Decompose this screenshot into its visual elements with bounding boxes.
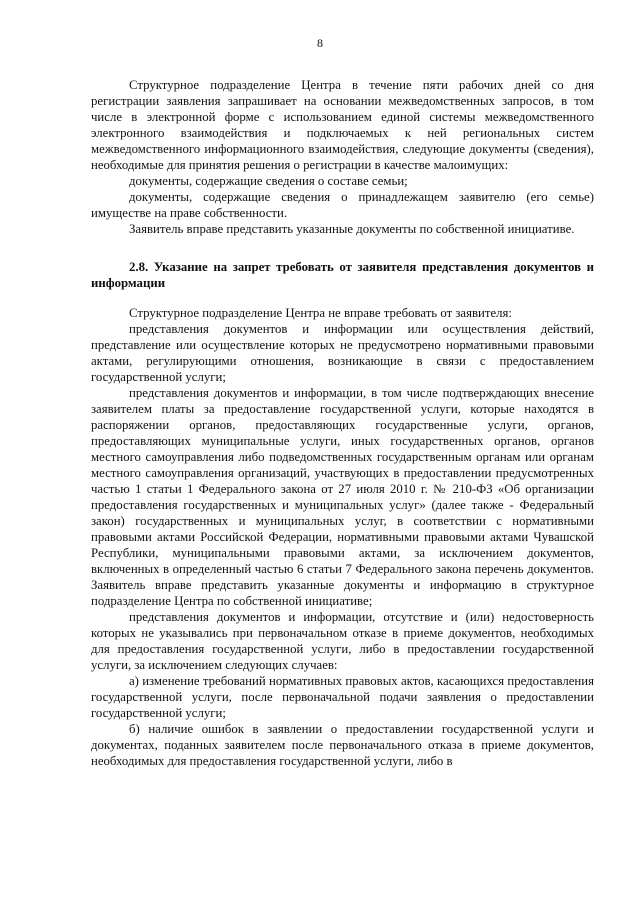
paragraph: представления документов и информации или осуществления действий, представление или осуществление которых не предусмотрено нормативными правовыми актами, регулирующими отношения, возникающие в связи с предоставлением государственной услуги; xyxy=(91,322,594,384)
paragraph: Структурное подразделение Центра не вправе требовать от заявителя: xyxy=(129,306,512,320)
paragraph: представления документов и информации, отсутствие и (или) недостоверность которых не указывались при первоначальном отказе в приеме документов, необходимых для предоставления государственной услуги, либо в предоставлении государственной услуги, за исключением следующих случаев: xyxy=(91,610,594,672)
paragraph: б) наличие ошибок в заявлении о предоставлении государственной услуги и документах, поданных заявителем после первоначального отказа в приеме документов, необходимых для предоставления государственной услуги, либо в xyxy=(91,722,594,768)
paragraph: Заявитель вправе представить указанные документы по собственной инициативе. xyxy=(129,222,575,236)
page-number: 8 xyxy=(317,36,323,50)
paragraph: документы, содержащие сведения о принадлежащем заявителю (его семье) имуществе на праве собственности. xyxy=(91,190,594,220)
paragraph: представления документов и информации, в том числе подтверждающих внесение заявителем платы за предоставление государственной услуги, которые находятся в распоряжении органов, предоставляющих государственные услуги, органов, предоставляющих муниципальные услуги, иных государственных органов, органов местного самоуправления либо подведомственных государственным органам или органам местного самоуправления организаций, участвующих в предоставлении предусмотренных частью 1 статьи 1 Федерального закона от 27 июля 2010 г. № 210-ФЗ «Об организации предоставления государственных и муниципальных услуг» (далее также - Федеральный закон) государственных и муниципальных услуг, в соответствии с нормативными правовыми актами Российской Федерации, нормативными правовыми актами Чувашской Республики, муниципальными правовыми актами, за исключением документов, включенных в определенный частью 6 статьи 7 Федерального закона перечень документов. Заявитель вправе представить указанные документы и информацию в структурное подразделение Центра по собственной инициативе; xyxy=(91,386,594,608)
paragraph: документы, содержащие сведения о составе семьи; xyxy=(129,174,408,188)
paragraph: Структурное подразделение Центра в течение пяти рабочих дней со дня регистрации заявления запрашивает на основании межведомственных запросов, в том числе в электронной форме с использованием единой системы межведомственного электронного взаимодействия и подключаемых к ней региональных систем межведомственного информационного взаимодействия, следующие документы (сведения), необходимые для принятия решения о регистрации в качестве малоимущих: xyxy=(91,78,594,172)
section-spacer xyxy=(91,291,594,305)
section-heading: 2.8. Указание на запрет требовать от заявителя представления документов и информации xyxy=(91,260,594,290)
section-spacer xyxy=(91,237,594,259)
paragraph: а) изменение требований нормативных правовых актов, касающихся предоставления государственной услуги, после первоначальной подачи заявления о предоставлении государственной услуги; xyxy=(91,674,594,720)
document-body xyxy=(91,77,594,769)
